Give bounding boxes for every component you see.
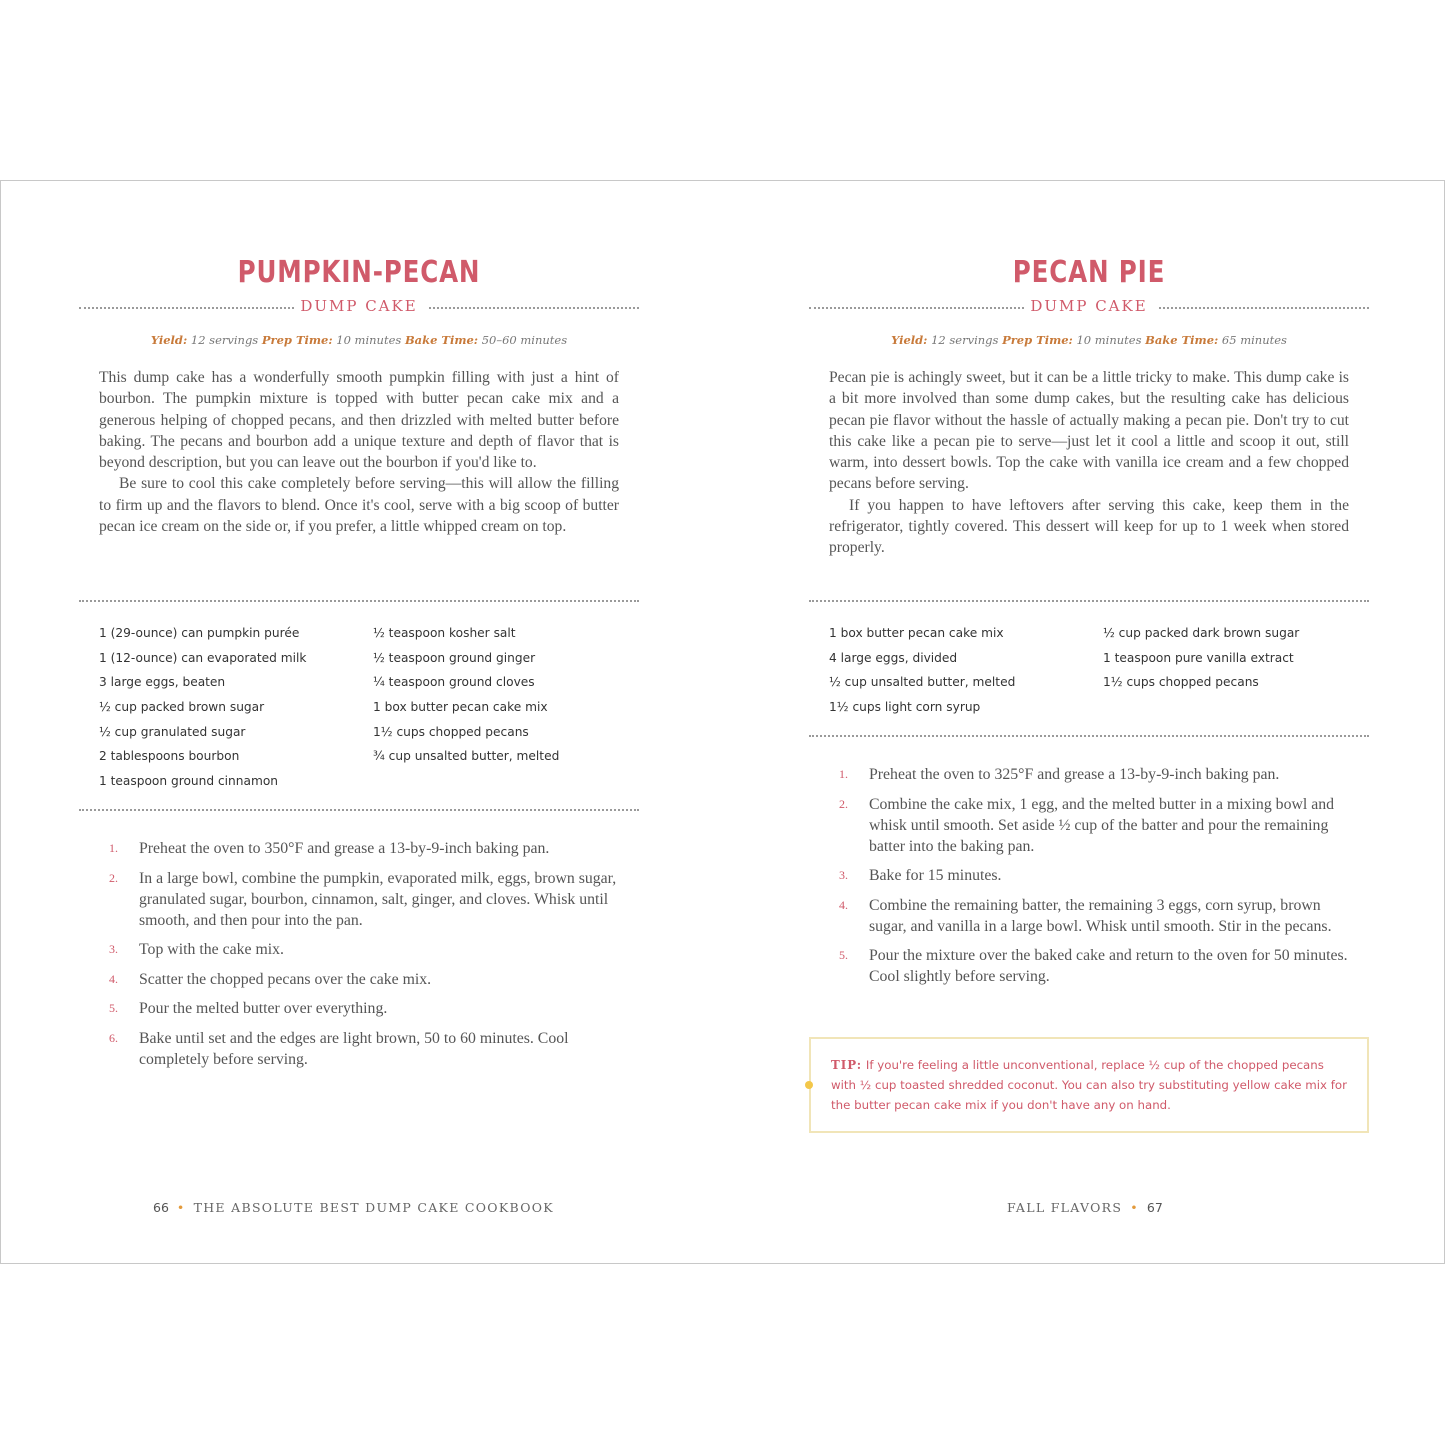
ingredient-item: 1½ cups chopped pecans <box>373 724 529 739</box>
step-text: Pour the mixture over the baked cake and return to the oven for 50 minutes. Cool slightly before serving. <box>869 947 1348 985</box>
step-item <box>109 1028 619 1070</box>
prep-label: Prep Time: <box>261 333 333 347</box>
tip-label: TIP: <box>831 1058 863 1072</box>
intro-paragraph: Be sure to cool this cake completely before serving—this will allow the filling to firm up and the flavors to blend. Once it's cool, serve with a big scoop of butter pecan ice cream on the side or, if you prefer, a little whipped cream on top. <box>99 475 619 536</box>
recipe-steps <box>109 838 619 1078</box>
ingredient-item: 4 large eggs, divided <box>829 650 958 665</box>
ingredient-item: ½ cup unsalted butter, melted <box>829 675 1016 690</box>
right-page <box>809 181 1369 1263</box>
step-text: Combine the cake mix, 1 egg, and the melted butter in a mixing bowl and whisk until smooth. Set aside ½ cup of the batter and pour the remaining batter into the baking pan. <box>869 795 1335 855</box>
recipe-intro <box>829 367 1349 559</box>
ingredient-item: ¼ teaspoon ground cloves <box>373 675 535 690</box>
step-number: 2. <box>839 796 848 811</box>
intro-paragraph: This dump cake has a wonderfully smooth pumpkin filling with just a hint of bourbon. The pumpkin mixture is topped with butter pecan cake mix and a generous helping of chopped pecans, and then drizzled with melted butter before baking. The pecans and bourbon add a unique texture and depth of flavor that is beyond description, but you can leave out the bourbon if you'd like to. <box>99 369 619 472</box>
bake-label: Bake Time: <box>1145 333 1219 347</box>
page-footer <box>153 1200 554 1215</box>
bullet-icon: • <box>1130 1200 1139 1215</box>
ingredients-column <box>829 621 1015 720</box>
step-item <box>839 764 1349 785</box>
step-item <box>839 794 1349 857</box>
ingredient-item: 1 box butter pecan cake mix <box>829 626 1004 640</box>
yield-label: Yield: <box>150 333 188 347</box>
intro-paragraph: If you happen to have leftovers after serving this cake, keep them in the refrigerator, tightly covered. This dessert will keep for up to 1 week when stored properly. <box>829 496 1349 557</box>
ingredient-item: ½ cup packed brown sugar <box>99 700 265 715</box>
book-spread <box>0 180 1445 1264</box>
step-item <box>109 838 619 859</box>
intro-paragraph: Pecan pie is achingly sweet, but it can be a little tricky to make. This dump cake is a bit more involved than some dump cakes, but the resulting cake has delicious pecan pie flavor without the hassle of actually making a pecan pie. Don't try to cut this cake like a pecan pie to serve—just let it cool a little and scoop it out, still warm, into dessert bowls. Top the cake with vanilla ice cream and a few chopped pecans before serving. <box>829 369 1349 493</box>
yield-value: 12 servings <box>190 333 259 347</box>
step-number: 4. <box>109 971 118 986</box>
ingredient-item: ½ teaspoon kosher salt <box>373 626 516 640</box>
recipe-title: PUMPKIN-PECAN <box>237 255 481 290</box>
dotted-rule <box>809 600 1369 602</box>
running-head: THE ABSOLUTE BEST DUMP CAKE COOKBOOK <box>193 1200 554 1215</box>
bake-value: 65 minutes <box>1221 333 1287 347</box>
recipe-steps <box>839 764 1349 996</box>
step-number: 1. <box>839 767 848 781</box>
page-number: 66 <box>153 1200 169 1215</box>
step-text: Bake until set and the edges are light brown, 50 to 60 minutes. Cool completely before serving. <box>139 1029 569 1068</box>
ingredients-column <box>99 621 306 794</box>
left-page <box>79 181 639 1263</box>
ingredient-item: ½ cup packed dark brown sugar <box>1103 626 1300 640</box>
dotted-rule <box>429 307 639 309</box>
step-item <box>109 998 619 1019</box>
recipe-intro <box>99 367 619 537</box>
step-item <box>839 865 1349 886</box>
ingredient-item: 1 (29-ounce) can pumpkin purée <box>99 626 300 640</box>
tip-marker-icon <box>805 1081 813 1089</box>
step-text: Scatter the chopped pecans over the cake mix. <box>139 970 432 988</box>
step-text: Bake for 15 minutes. <box>869 867 1002 884</box>
step-text: Top with the cake mix. <box>139 941 284 958</box>
yield-value: 12 servings <box>931 333 999 347</box>
recipe-meta <box>809 333 1369 347</box>
step-number: 2. <box>109 870 118 885</box>
running-head: FALL FLAVORS <box>1007 1200 1123 1215</box>
dotted-rule <box>1159 307 1369 309</box>
dotted-rule <box>79 809 639 811</box>
ingredient-item: 3 large eggs, beaten <box>99 675 226 690</box>
ingredient-item: 1 box butter pecan cake mix <box>373 700 548 715</box>
step-text: Preheat the oven to 325°F and grease a 13-by-9-inch baking pan. <box>869 766 1280 783</box>
tip-text: If you're feeling a little unconventional, replace ½ cup of the chopped pecans with ½ cup toasted shredded coconut. You can also try substituting yellow cake mix for the butter pecan cake mix if you don't have any on hand. <box>831 1058 1347 1112</box>
page-footer <box>1007 1200 1163 1215</box>
step-number: 5. <box>109 1001 118 1015</box>
step-item <box>839 895 1349 937</box>
step-number: 6. <box>109 1030 118 1045</box>
step-text: In a large bowl, combine the pumpkin, evaporated milk, eggs, brown sugar, granulated sugar, bourbon, cinnamon, salt, ginger, and cloves. Whisk until smooth, and then pour into the pan. <box>139 869 617 929</box>
ingredient-item: 1 (12-ounce) can evaporated milk <box>99 650 307 665</box>
step-text: Pour the melted butter over everything. <box>139 1000 388 1017</box>
prep-label: Prep Time: <box>1002 333 1073 347</box>
ingredient-item: 1½ cups light corn syrup <box>829 700 981 715</box>
ingredient-item: 1 teaspoon pure vanilla extract <box>1103 650 1294 665</box>
ingredients-column <box>373 621 559 769</box>
yield-label: Yield: <box>891 333 928 347</box>
bullet-icon: • <box>176 1200 186 1215</box>
tip-box <box>809 1037 1369 1133</box>
ingredient-item: ¾ cup unsalted butter, melted <box>373 749 560 764</box>
ingredient-item: ½ cup granulated sugar <box>99 724 246 739</box>
step-number: 1. <box>109 841 118 855</box>
dotted-rule <box>79 600 639 602</box>
page-number: 67 <box>1146 1200 1163 1215</box>
step-item <box>109 969 619 990</box>
dotted-rule <box>809 735 1369 737</box>
ingredients-column <box>1103 621 1299 695</box>
bake-value: 50–60 minutes <box>481 333 568 347</box>
step-item <box>109 868 619 931</box>
tip-text-block <box>831 1055 1351 1115</box>
recipe-subtitle: DUMP CAKE <box>1030 297 1148 315</box>
step-text: Preheat the oven to 350°F and grease a 13-by-9-inch baking pan. <box>139 840 550 857</box>
step-item <box>109 939 619 960</box>
subtitle-row <box>809 297 1369 317</box>
recipe-meta <box>79 333 639 347</box>
ingredient-item: 1 teaspoon ground cinnamon <box>99 774 279 789</box>
ingredient-item: 2 tablespoons bourbon <box>99 749 240 764</box>
step-number: 5. <box>839 948 848 962</box>
step-item <box>839 945 1349 987</box>
step-number: 4. <box>839 897 848 912</box>
step-number: 3. <box>839 868 848 882</box>
ingredient-item: 1½ cups chopped pecans <box>1103 675 1259 690</box>
recipe-subtitle: DUMP CAKE <box>300 297 418 315</box>
subtitle-row <box>79 297 639 317</box>
prep-value: 10 minutes <box>336 333 402 347</box>
bake-label: Bake Time: <box>404 333 479 347</box>
step-number: 3. <box>109 942 118 956</box>
prep-value: 10 minutes <box>1076 333 1142 347</box>
recipe-title: PECAN PIE <box>1012 255 1166 290</box>
step-text: Combine the remaining batter, the remaining 3 eggs, corn syrup, brown sugar, and vanilla in a large bowl. Whisk until smooth. Stir in the pecans. <box>869 896 1332 935</box>
ingredient-item: ½ teaspoon ground ginger <box>373 650 536 665</box>
